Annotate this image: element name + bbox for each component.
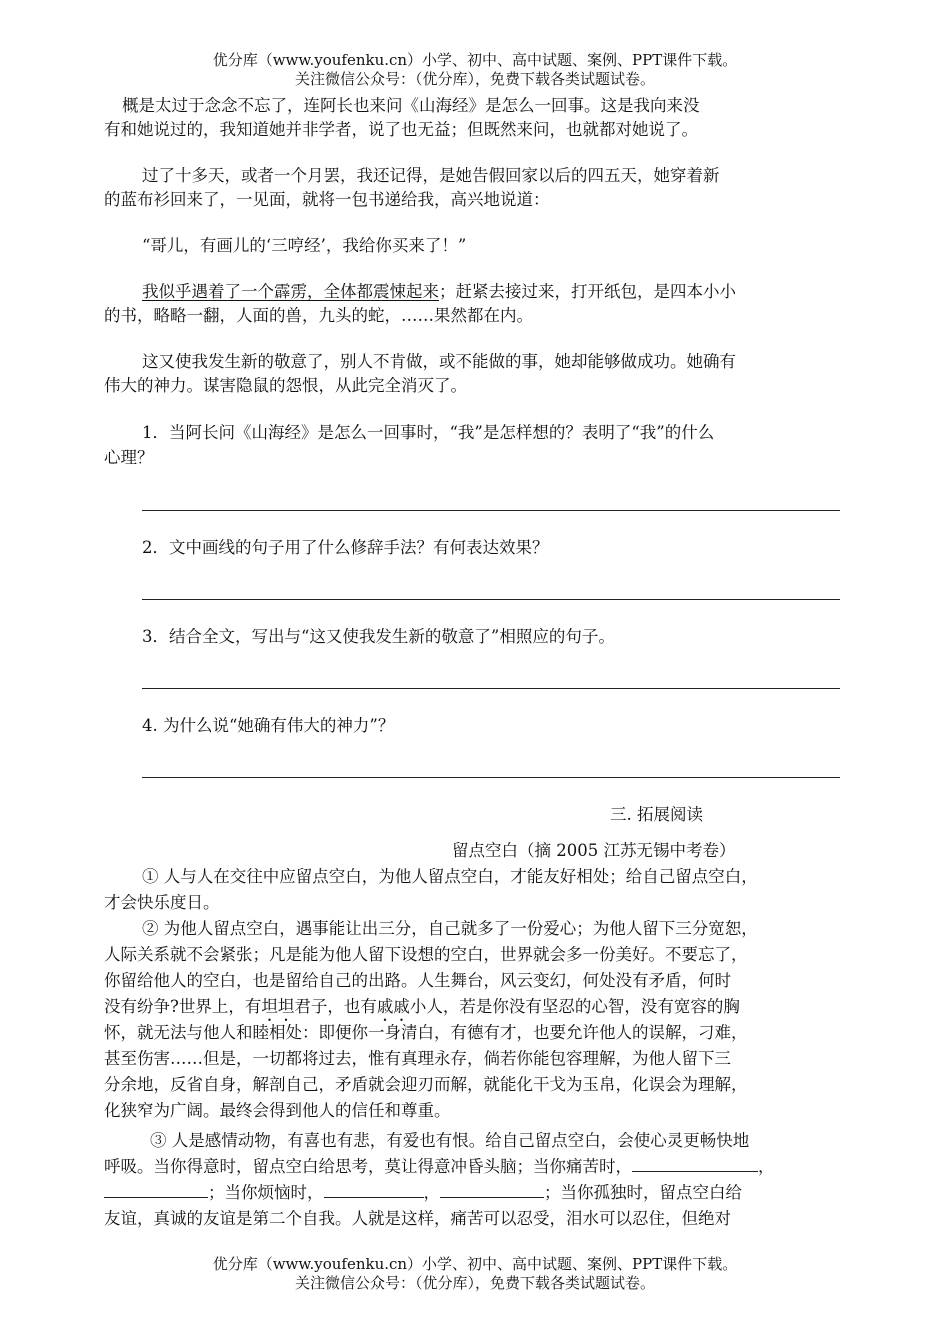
article-p2-line1: ② 为他人留点空白，遇事能让出三分，自己就多了一份爱心；为他人留下三分宽恕， (142, 919, 758, 938)
text-segment: ；当你孤独时，留点空白给 (544, 1183, 742, 1202)
text-segment: 君子，也有 (294, 997, 377, 1016)
text-segment: ， (758, 1157, 775, 1176)
question-4: 4. 为什么说“她确有伟大的神力”？ (142, 716, 395, 735)
question-1-line2: 心理？ (104, 448, 154, 467)
answer-line-4[interactable] (142, 777, 840, 778)
passage-p4-line1 (142, 282, 736, 302)
fill-blank-2[interactable] (104, 1183, 208, 1198)
question-2: 2．文中画线的句子用了什么修辞手法？有何表达效果？ (142, 538, 549, 557)
header-line-1: 优分库（www.youfenku.cn）小学、初中、高中试题、案例、PPT课件下载。 (212, 51, 738, 69)
article-p1-line1: ① 人与人在交往中应留点空白，为他人留点空白，才能友好相处；给自己留点空白， (142, 867, 758, 886)
article-p2-line4 (104, 997, 740, 1025)
article-p2-line8: 化狭窄为广阔。最终会得到他人的信任和尊重。 (104, 1101, 451, 1120)
footer-line-1: 优分库（www.youfenku.cn）小学、初中、高中试题、案例、PPT课件下载。 (212, 1255, 738, 1273)
answer-line-3[interactable] (142, 688, 840, 689)
dotted-word-qiqi: 戚戚 (376, 997, 410, 1016)
passage-p4-line1-rest: ；赶紧去接过来，打开纸包，是四本小小 (439, 282, 736, 301)
article-p2-line3: 你留给他人的空白，也是留给自己的出路。人生舞台，风云变幻，何处没有矛盾，何时 (104, 971, 731, 990)
passage-p2-line1: 过了十多天，或者一个月罢，我还记得，是她告假回家以后的四五天，她穿着新 (142, 166, 720, 185)
passage-p4-line2: 的书，略略一翻，人面的兽，九头的蛇，……果然都在内。 (104, 306, 533, 325)
text-segment: 小人，若是你没有坚忍的心智，没有宽容的胸 (409, 997, 740, 1016)
fill-blank-3[interactable] (324, 1183, 424, 1198)
footer-line-2: 关注微信公众号：（优分库），免费下载各类试题试卷。 (294, 1274, 655, 1292)
text-segment: ；当你烦恼时， (208, 1183, 324, 1202)
article-p1-line2: 才会快乐度日。 (104, 893, 220, 912)
article-p3-line3 (104, 1183, 742, 1203)
passage-p2-line2: 的蓝布衫回来了，一见面，就将一包书递给我，高兴地说道： (104, 190, 550, 209)
article-p3-line1: ③ 人是感情动物，有喜也有悲，有爱也有恨。给自己留点空白，会使心灵更畅快地 (150, 1131, 750, 1150)
text-segment: ， (423, 1183, 440, 1202)
passage-p5-line2: 伟大的神力。谋害隐鼠的怨恨，从此完全消灭了。 (104, 376, 467, 395)
fill-blank-4[interactable] (440, 1183, 544, 1198)
answer-line-2[interactable] (142, 599, 840, 600)
article-p2-line5: 怀，就无法与他人和睦相处：即便你一身清白，有德有才，也要允许他人的误解，刁难， (104, 1023, 748, 1042)
article-p2-line2: 人际关系就不会紧张；凡是能为他人留下设想的空白，世界就会多一份美好。不要忘了， (104, 945, 748, 964)
section-heading: 三. 拓展阅读 (610, 805, 703, 824)
header-line-2: 关注微信公众号：（优分库），免费下载各类试题试卷。 (294, 70, 655, 88)
question-3: 3．结合全文，写出与“这又使我发生新的敬意了”相照应的句子。 (142, 627, 615, 646)
passage-p1-line1: 概是太过于念念不忘了，连阿长也来问《山海经》是怎么一回事。这是我向来没 (122, 96, 700, 115)
article-title: 留点空白（摘 2005 江苏无锡中考卷） (452, 841, 736, 860)
text-segment: 呼吸。当你得意时，留点空白给思考，莫让得意冲昏头脑；当你痛苦时， (104, 1157, 632, 1176)
article-p3-line4: 友谊，真诚的友谊是第二个自我。人就是这样，痛苦可以忍受，泪水可以忍住，但绝对 (104, 1209, 731, 1228)
fill-blank-1[interactable] (632, 1157, 758, 1172)
question-1-line1: 1．当阿长问《山海经》是怎么一回事时，“我”是怎样想的？表明了“我”的什么 (142, 423, 715, 442)
article-p2-line6: 甚至伤害……但是，一切都将过去，惟有真理永存，倘若你能包容理解，为他人留下三 (104, 1049, 731, 1068)
article-p2-line7: 分余地，反省自身，解剖自己，矛盾就会迎刃而解，就能化干戈为玉帛，化误会为理解， (104, 1075, 748, 1094)
underlined-sentence: 我似乎遇着了一个霹雳，全体都震悚起来 (142, 282, 439, 301)
article-p3-line2 (104, 1157, 775, 1177)
passage-p5-line1: 这又使我发生新的敬意了，别人不肯做，或不能做的事，她却能够做成功。她确有 (142, 352, 736, 371)
passage-p3: “哥儿，有画儿的‘三哼经’，我给你买来了！” (142, 236, 467, 255)
passage-p1-line2: 有和她说过的，我知道她并非学者，说了也无益；但既然来问，也就都对她说了。 (104, 120, 698, 139)
dotted-word-tantan: 坦坦 (261, 997, 295, 1016)
answer-line-1[interactable] (142, 510, 840, 511)
text-segment: 没有纷争?世界上，有 (104, 997, 262, 1016)
